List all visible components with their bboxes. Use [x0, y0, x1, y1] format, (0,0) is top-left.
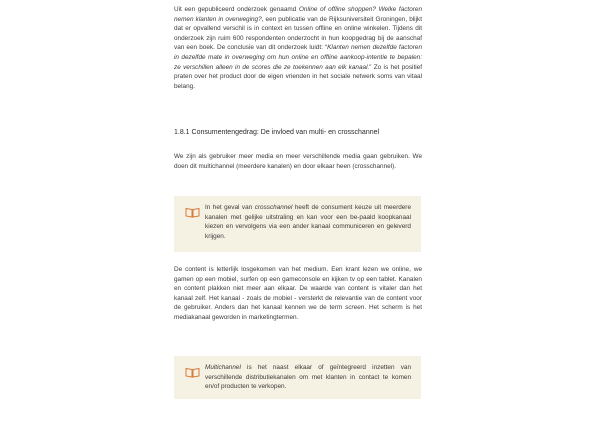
paragraph-content-text-2: . Het scherm is het mediakanaal geworden in marketingtermen. — [174, 304, 422, 321]
open-book-icon — [185, 367, 200, 378]
intro-text-1: Uit een gepubliceerd onderzoek genaamd — [174, 6, 299, 13]
intro-paragraph — [174, 5, 422, 91]
callout-multichannel-text: is het naast elkaar of geïntegreerd inzetten van verschillende distributiekanalen om met klanten in contact te komen en/of producten te verkopen. — [205, 364, 411, 391]
callout-crosschannel-text-1: In het geval van — [205, 204, 255, 211]
term-multichannel: Multichannel — [205, 364, 241, 371]
study-quote: Klanten nemen dezelfde factoren in dezelfde mate in overweging om hun online en offline aankoop-intentie te bepalen: ze verschillen alleen in de scores die ze toekennen aan elk kanaal. — [174, 44, 423, 71]
callout-crosschannel-text-2: heeft de consument keuze uit meerdere kanalen met gelijke uitstraling en kan voor een be-paald koopkanaal kiezen en vervolgens via een ander kanaal communiceren en geleverd krijgen. — [205, 204, 411, 240]
paragraph-media-usage — [174, 152, 422, 171]
open-book-icon — [185, 207, 200, 218]
paragraph-content — [174, 265, 422, 323]
callout-multichannel — [174, 356, 421, 399]
section-heading: 1.8.1 Consumentengedrag: De invloed van multi- en crosschannel — [174, 129, 380, 136]
paragraph-content-text-1: De content is letterlijk losgekomen van het medium. Een krant lezen we online, we gamen op een mobiel, surfen op een gameconsole en kijken tv op een tablet. Kanalen en content plakken niet meer aan elkaar. De waarde van content is vitaler dan het kanaal zelf. Het kanaal - zoals de mobiel - versterkt de relevantie van de content voor de gebruiker. Anders dan het kanaal kennen we de term — [174, 266, 422, 312]
intro-text-3: ” Zo is het positief praten over het product door de eigen vrienden in het sociale netwerk soms van vitaal belang. — [174, 63, 423, 90]
intro-text-2: , een publicatie van de Rijksuniversiteit Groningen, blijkt dat er opvallend verschil is in context en tussen offline en online winkelen. Tijdens dit onderzoek zijn ruim 600 respondenten onderzocht in hun koopgedrag bij de aanschaf van een boek. De conclusie van dit onderzoek luidt: “ — [174, 15, 422, 52]
term-crosschannel: crosschannel — [254, 204, 293, 211]
callout-crosschannel — [174, 196, 421, 252]
term-screen: screen — [345, 304, 365, 312]
paragraph-media-usage-text: We zijn als gebruiker meer media en meer verschillende media gaan gebruiken. We doen dit multichannel (meerdere kanalen) en door elkaar heen (crosschannel). — [174, 153, 422, 170]
study-title: Online of offline shoppen? Welke factoren nemen klanten in overweging? — [174, 6, 422, 23]
